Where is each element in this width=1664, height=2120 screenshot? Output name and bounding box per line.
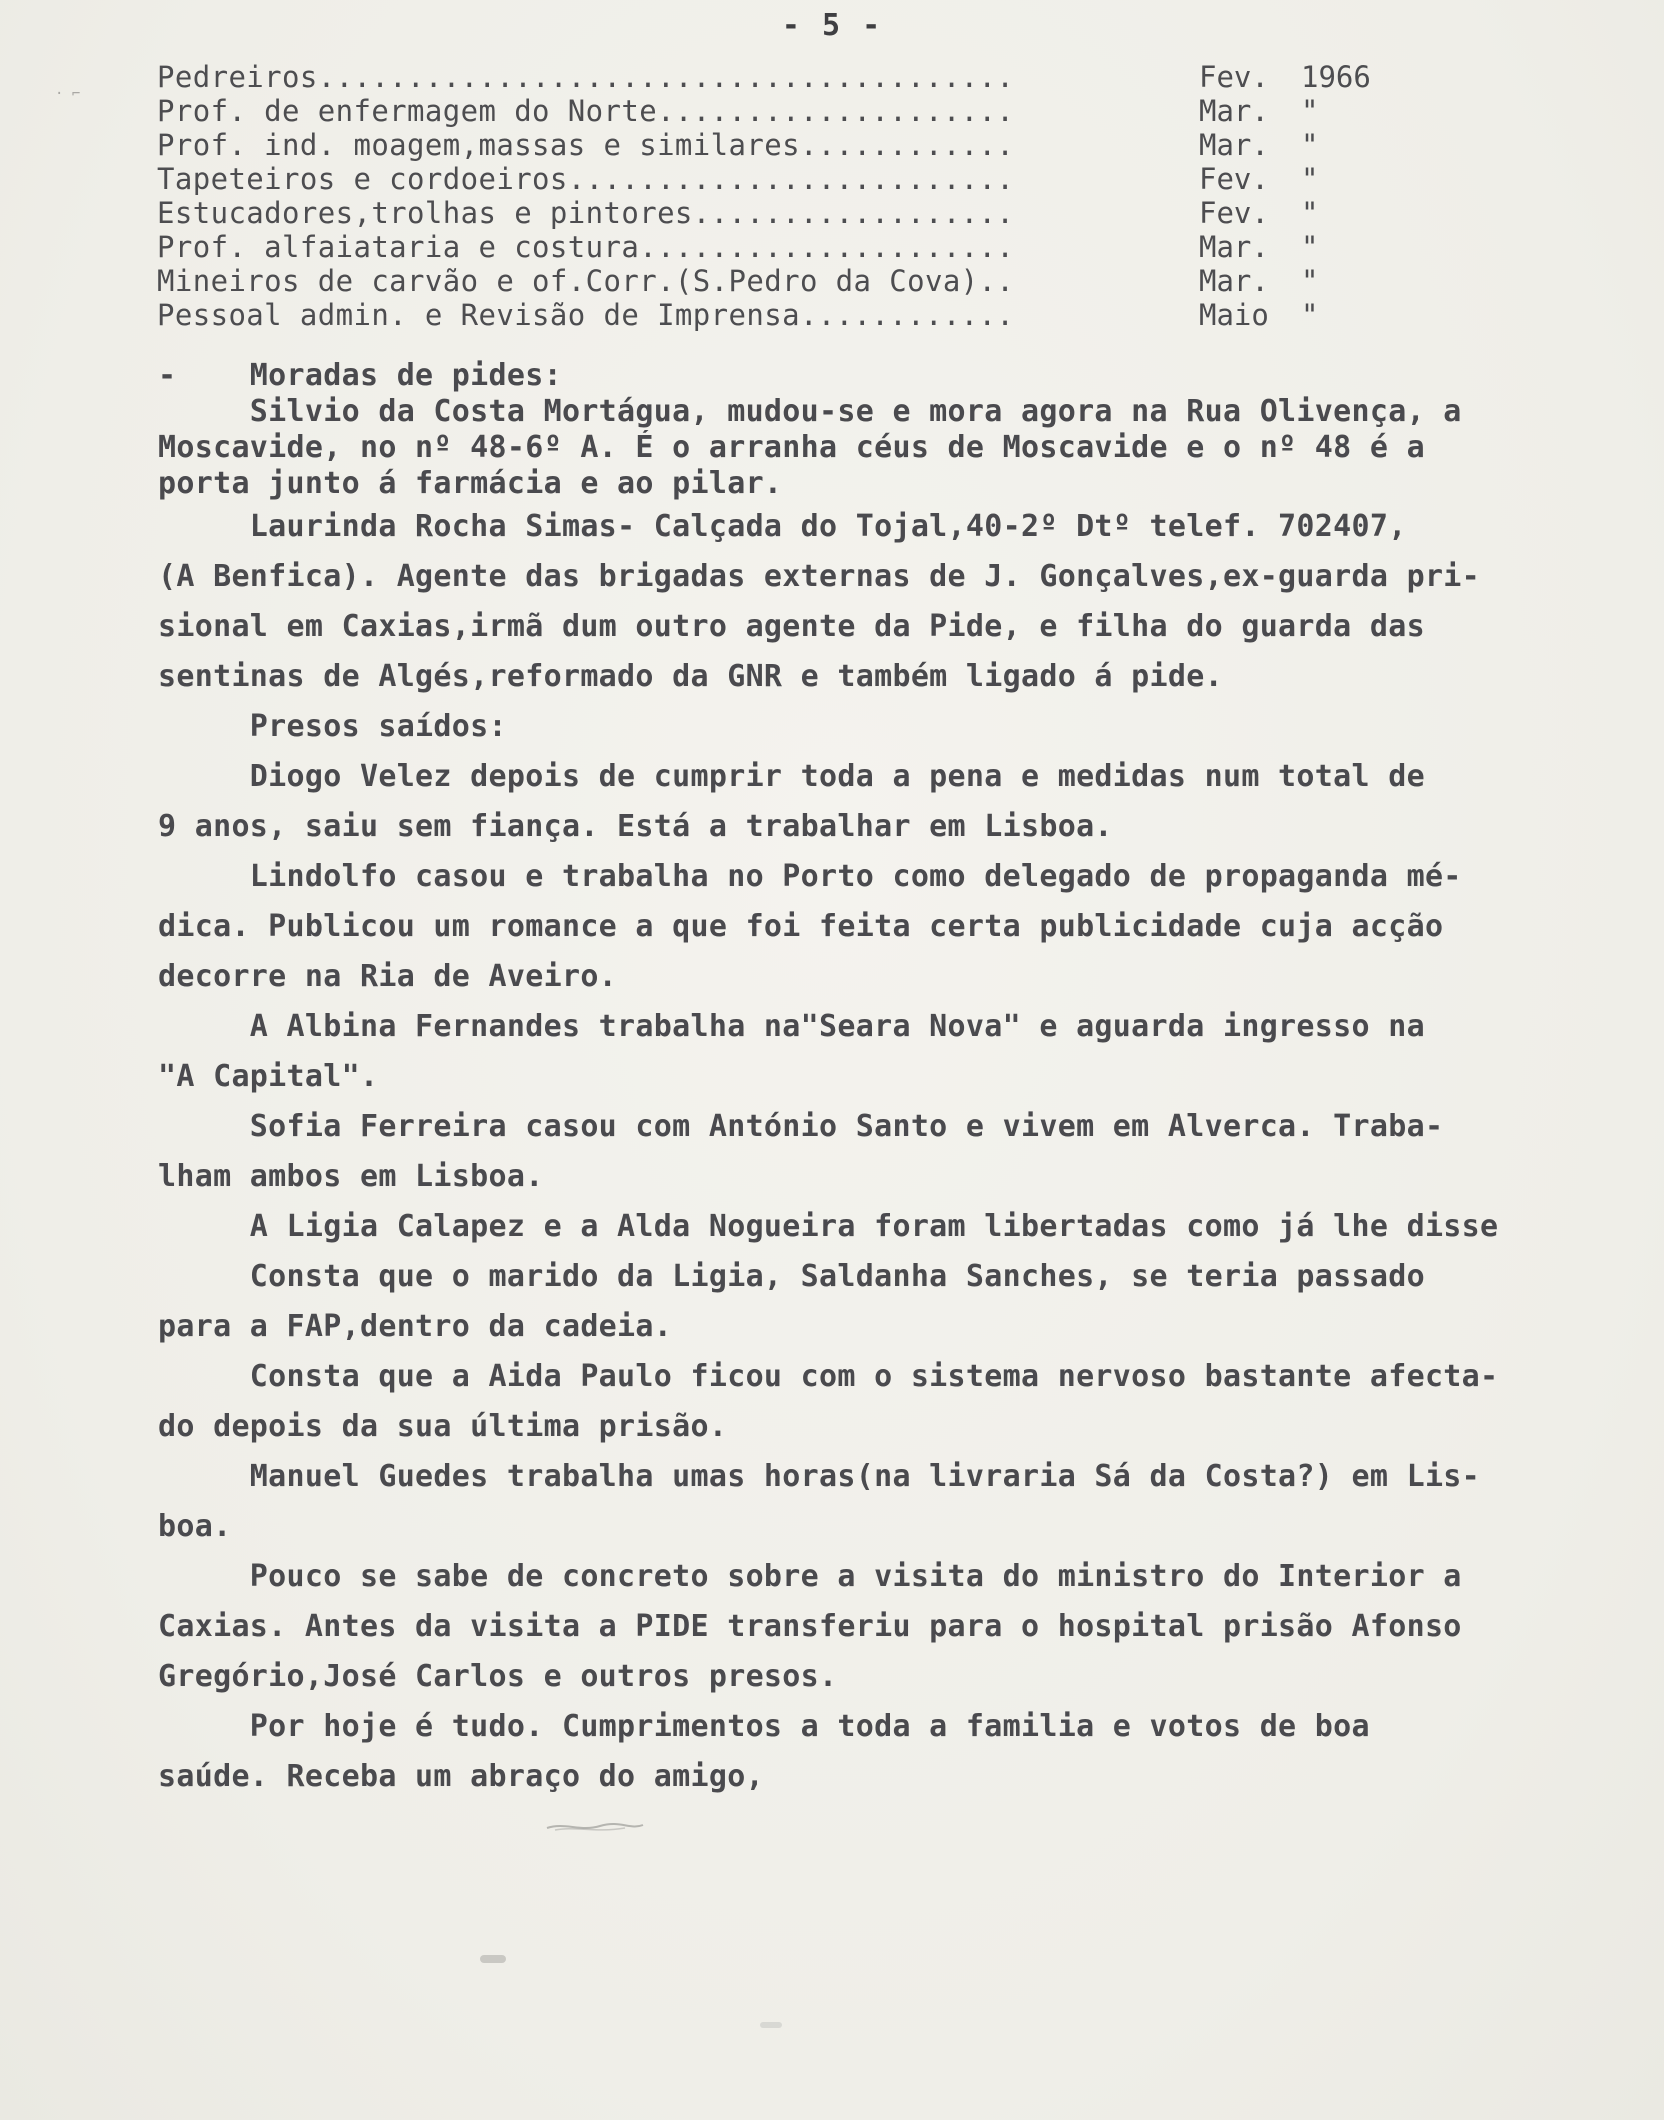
union-year: " bbox=[1301, 298, 1319, 332]
margin-mark: · ⌐ bbox=[55, 86, 81, 102]
union-name: Prof. ind. moagem,massas e similares............ bbox=[157, 128, 1015, 162]
text-line: - Moradas de pides: bbox=[158, 358, 562, 393]
text-line: saúde. Receba um abraço do amigo, bbox=[158, 1759, 764, 1794]
union-list bbox=[157, 60, 1417, 332]
ink-smudge bbox=[480, 1955, 506, 1963]
text-line: para a FAP,dentro da cadeia. bbox=[158, 1309, 673, 1344]
text-line: Silvio da Costa Mortágua, mudou-se e mora agora na Rua Olivença, a bbox=[158, 394, 1462, 429]
text-line: 9 anos, saiu sem fiança. Está a trabalhar em Lisboa. bbox=[158, 809, 1113, 844]
text-line: Manuel Guedes trabalha umas horas(na livraria Sá da Costa?) em Lis- bbox=[158, 1459, 1481, 1494]
union-row bbox=[157, 264, 1417, 298]
union-month: Mar. bbox=[1199, 230, 1269, 264]
union-name: Estucadores,trolhas e pintores.................. bbox=[157, 196, 1015, 230]
page-number: - 5 - bbox=[781, 8, 883, 43]
text-line: Laurinda Rocha Simas- Calçada do Tojal,40-2º Dtº telef. 702407, bbox=[158, 509, 1407, 544]
union-name: Prof. de enfermagem do Norte.................... bbox=[157, 94, 1015, 128]
union-name: Pessoal admin. e Revisão de Imprensa............ bbox=[157, 298, 1015, 332]
text-line: porta junto á farmácia e ao pilar. bbox=[158, 466, 783, 501]
text-line: A Albina Fernandes trabalha na"Seara Nova" e aguarda ingresso na bbox=[158, 1009, 1425, 1044]
text-line: Diogo Velez depois de cumprir toda a pena e medidas num total de bbox=[158, 759, 1425, 794]
text-line: do depois da sua última prisão. bbox=[158, 1409, 728, 1444]
signature-scribble bbox=[545, 1820, 645, 1834]
text-line: boa. bbox=[158, 1509, 232, 1544]
ink-smudge bbox=[760, 2022, 782, 2028]
text-line: Presos saídos: bbox=[158, 709, 507, 744]
union-month: Mar. bbox=[1199, 94, 1269, 128]
union-name: Prof. alfaiataria e costura..................... bbox=[157, 230, 1015, 264]
union-month: Mar. bbox=[1199, 264, 1269, 298]
text-line: Gregório,José Carlos e outros presos. bbox=[158, 1659, 838, 1694]
text-line: Pouco se sabe de concreto sobre a visita do ministro do Interior a bbox=[158, 1559, 1462, 1594]
union-month: Fev. bbox=[1199, 196, 1269, 230]
union-month: Fev. bbox=[1199, 162, 1269, 196]
text-line: Consta que a Aida Paulo ficou com o sistema nervoso bastante afecta- bbox=[158, 1359, 1499, 1394]
text-line: "A Capital". bbox=[158, 1059, 379, 1094]
union-year: " bbox=[1301, 94, 1319, 128]
text-line: Sofia Ferreira casou com António Santo e vivem em Alverca. Traba- bbox=[158, 1109, 1444, 1144]
union-name: Tapeteiros e cordoeiros......................... bbox=[157, 162, 1015, 196]
union-row bbox=[157, 230, 1417, 264]
union-year: 1966 bbox=[1301, 60, 1371, 94]
text-line: sional em Caxias,irmã dum outro agente da Pide, e filha do guarda das bbox=[158, 609, 1425, 644]
text-line: Por hoje é tudo. Cumprimentos a toda a familia e votos de boa bbox=[158, 1709, 1370, 1744]
text-line: A Ligia Calapez e a Alda Nogueira foram libertadas como já lhe disse bbox=[158, 1209, 1499, 1244]
union-row bbox=[157, 60, 1417, 94]
union-year: " bbox=[1301, 264, 1319, 298]
text-line: Lindolfo casou e trabalha no Porto como delegado de propaganda mé- bbox=[158, 859, 1462, 894]
text-line: Consta que o marido da Ligia, Saldanha Sanches, se teria passado bbox=[158, 1259, 1425, 1294]
union-name: Mineiros de carvão e of.Corr.(S.Pedro da Cova).. bbox=[157, 264, 1015, 298]
union-row bbox=[157, 298, 1417, 332]
text-line: sentinas de Algés,reformado da GNR e também ligado á pide. bbox=[158, 659, 1223, 694]
union-row bbox=[157, 162, 1417, 196]
text-line: lham ambos em Lisboa. bbox=[158, 1159, 544, 1194]
union-month: Maio bbox=[1199, 298, 1269, 332]
union-row bbox=[157, 128, 1417, 162]
text-line: Caxias. Antes da visita a PIDE transferiu para o hospital prisão Afonso bbox=[158, 1609, 1462, 1644]
union-name: Pedreiros....................................... bbox=[157, 60, 1015, 94]
union-year: " bbox=[1301, 196, 1319, 230]
union-year: " bbox=[1301, 128, 1319, 162]
text-line: decorre na Ria de Aveiro. bbox=[158, 959, 618, 994]
text-line: dica. Publicou um romance a que foi feita certa publicidade cuja acção bbox=[158, 909, 1444, 944]
union-year: " bbox=[1301, 162, 1319, 196]
union-year: " bbox=[1301, 230, 1319, 264]
text-line: Moscavide, no nº 48-6º A. É o arranha céus de Moscavide e o nº 48 é a bbox=[158, 430, 1425, 465]
text-line: (A Benfica). Agente das brigadas externas de J. Gonçalves,ex-guarda pri- bbox=[158, 559, 1481, 594]
union-row bbox=[157, 196, 1417, 230]
union-month: Mar. bbox=[1199, 128, 1269, 162]
letter-body bbox=[158, 358, 1648, 1802]
union-month: Fev. bbox=[1199, 60, 1269, 94]
union-row bbox=[157, 94, 1417, 128]
